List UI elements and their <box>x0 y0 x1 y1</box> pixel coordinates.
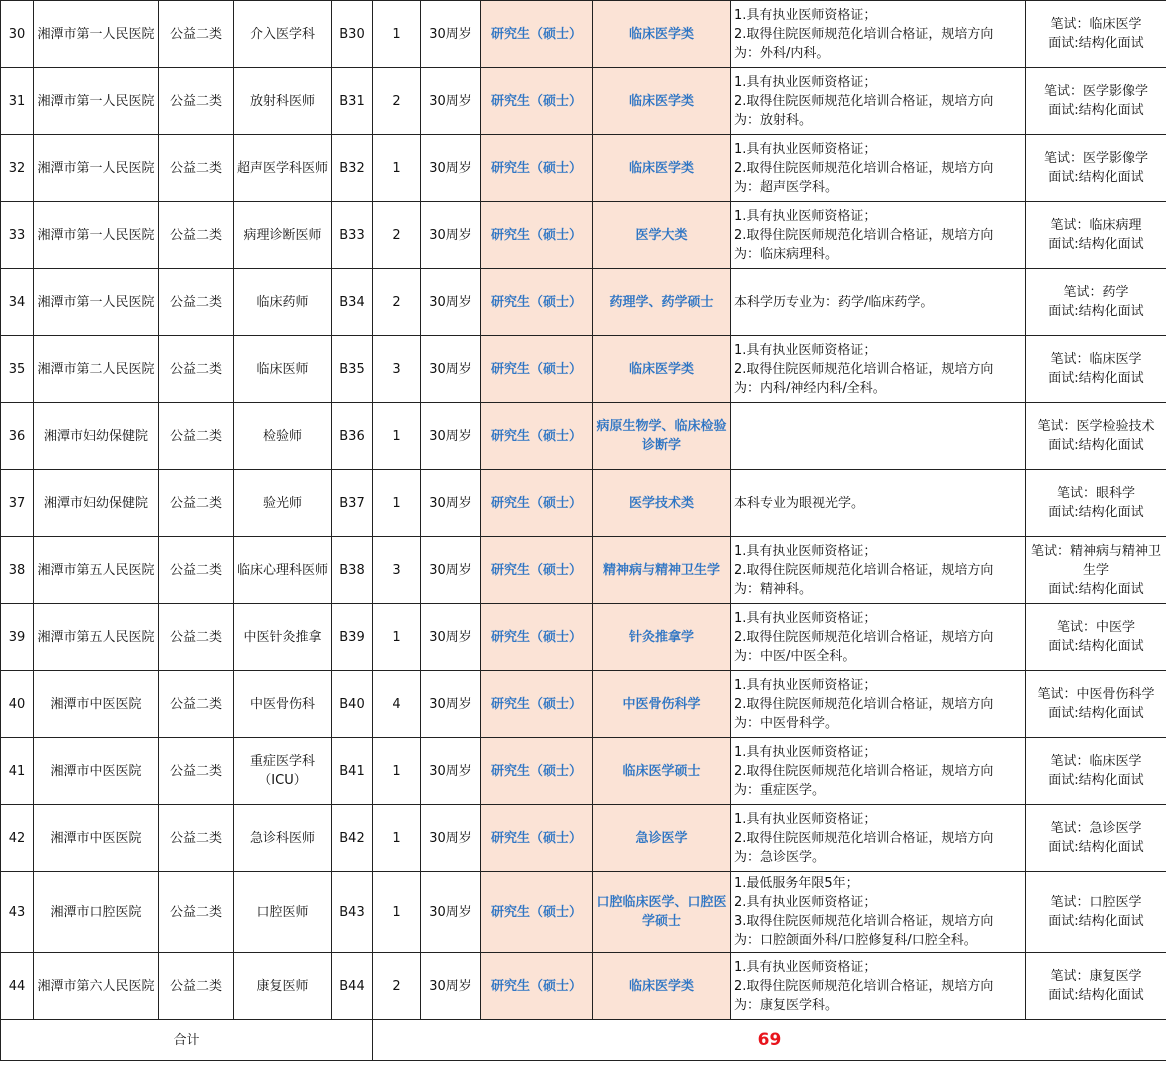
education: 研究生（硕士） <box>481 953 593 1020</box>
age-limit: 30周岁 <box>421 202 481 269</box>
exam-line: 笔试：临床医学 <box>1050 352 1142 367</box>
education: 研究生（硕士） <box>481 68 593 135</box>
post-code: B38 <box>332 537 373 604</box>
row-number: 30 <box>1 1 34 68</box>
post-code: B32 <box>332 135 373 202</box>
hire-count: 1 <box>373 470 421 537</box>
requirements <box>731 470 1026 537</box>
exam-method <box>1026 336 1166 403</box>
age-limit: 30周岁 <box>421 953 481 1020</box>
exam-line: 面试:结构化面试 <box>1048 773 1144 788</box>
major: 急诊医学 <box>593 805 731 872</box>
post-name: 介入医学科 <box>234 1 332 68</box>
post-code: B36 <box>332 403 373 470</box>
exam-line: 面试:结构化面试 <box>1048 371 1144 386</box>
post-name: 检验师 <box>234 403 332 470</box>
major: 临床医学硕士 <box>593 738 731 805</box>
requirements <box>731 537 1026 604</box>
age-limit: 30周岁 <box>421 269 481 336</box>
post-code: B33 <box>332 202 373 269</box>
hire-count: 2 <box>373 953 421 1020</box>
post-name: 急诊科医师 <box>234 805 332 872</box>
requirements <box>731 738 1026 805</box>
row-number: 44 <box>1 953 34 1020</box>
major: 药理学、药学硕士 <box>593 269 731 336</box>
age-limit: 30周岁 <box>421 336 481 403</box>
hire-count: 2 <box>373 269 421 336</box>
exam-line: 面试:结构化面试 <box>1048 304 1144 319</box>
requirement-line: 1.具有执业医师资格证； <box>734 141 877 157</box>
table-row <box>1 604 1166 671</box>
major: 医学技术类 <box>593 470 731 537</box>
row-number: 37 <box>1 470 34 537</box>
unit-type: 公益二类 <box>159 336 234 403</box>
exam-method <box>1026 671 1166 738</box>
table-row <box>1 336 1166 403</box>
unit-type: 公益二类 <box>159 537 234 604</box>
requirement-line: 为：精神科。 <box>734 581 813 597</box>
exam-method <box>1026 953 1166 1020</box>
education: 研究生（硕士） <box>481 671 593 738</box>
requirement-line: 2.取得住院医师规范化培训合格证，规培方向 <box>734 830 994 846</box>
requirements <box>731 68 1026 135</box>
exam-line: 笔试：中医学 <box>1056 620 1135 635</box>
exam-line: 笔试：临床医学 <box>1050 17 1142 32</box>
unit-name: 湘潭市中医医院 <box>34 805 159 872</box>
unit-type: 公益二类 <box>159 470 234 537</box>
post-code: B37 <box>332 470 373 537</box>
unit-type: 公益二类 <box>159 202 234 269</box>
requirement-line: 2.取得住院医师规范化培训合格证，规培方向 <box>734 160 994 176</box>
table-row <box>1 671 1166 738</box>
unit-name: 湘潭市第一人民医院 <box>34 135 159 202</box>
requirement-line: 2.取得住院医师规范化培训合格证，规培方向 <box>734 629 994 645</box>
exam-method <box>1026 135 1166 202</box>
education: 研究生（硕士） <box>481 202 593 269</box>
exam-method <box>1026 872 1166 953</box>
requirement-line: 为：中医/中医全科。 <box>734 648 856 664</box>
education: 研究生（硕士） <box>481 738 593 805</box>
post-code: B30 <box>332 1 373 68</box>
exam-line: 笔试：临床医学 <box>1050 754 1142 769</box>
education: 研究生（硕士） <box>481 470 593 537</box>
unit-name: 湘潭市中医医院 <box>34 671 159 738</box>
education: 研究生（硕士） <box>481 805 593 872</box>
unit-type: 公益二类 <box>159 953 234 1020</box>
table-row <box>1 738 1166 805</box>
education: 研究生（硕士） <box>481 1 593 68</box>
exam-line: 笔试：医学检验技术 <box>1037 419 1155 434</box>
table-row <box>1 470 1166 537</box>
unit-name: 湘潭市妇幼保健院 <box>34 470 159 537</box>
exam-line: 笔试：眼科学 <box>1056 486 1135 501</box>
major: 精神病与精神卫生学 <box>593 537 731 604</box>
requirement-line: 1.具有执业医师资格证； <box>734 74 877 90</box>
row-number: 33 <box>1 202 34 269</box>
row-number: 42 <box>1 805 34 872</box>
exam-line: 笔试：医学影像学 <box>1043 84 1148 99</box>
requirement-line: 2.取得住院医师规范化培训合格证，规培方向 <box>734 227 994 243</box>
requirement-line: 2.取得住院医师规范化培训合格证，规培方向 <box>734 978 994 994</box>
post-code: B34 <box>332 269 373 336</box>
post-code: B39 <box>332 604 373 671</box>
exam-line: 笔试：药学 <box>1063 285 1129 300</box>
requirement-line: 为：康复医学科。 <box>734 997 839 1013</box>
unit-type: 公益二类 <box>159 68 234 135</box>
unit-type: 公益二类 <box>159 671 234 738</box>
exam-line: 面试:结构化面试 <box>1048 988 1144 1003</box>
requirements <box>731 269 1026 336</box>
post-code: B42 <box>332 805 373 872</box>
requirement-line: 2.取得住院医师规范化培训合格证，规培方向 <box>734 26 994 42</box>
requirements <box>731 953 1026 1020</box>
post-name: 临床医师 <box>234 336 332 403</box>
post-name: 临床药师 <box>234 269 332 336</box>
exam-line: 笔试：临床病理 <box>1050 218 1142 233</box>
requirement-line: 本科学历专业为：药学/临床药学。 <box>734 294 934 310</box>
exam-method <box>1026 202 1166 269</box>
requirement-line: 2.具有执业医师资格证； <box>734 895 877 910</box>
education: 研究生（硕士） <box>481 336 593 403</box>
post-name: 病理诊断医师 <box>234 202 332 269</box>
unit-type: 公益二类 <box>159 269 234 336</box>
unit-type: 公益二类 <box>159 1 234 68</box>
major: 临床医学类 <box>593 336 731 403</box>
requirement-line: 3.取得住院医师规范化培训合格证，规培方向 <box>734 914 994 929</box>
exam-method <box>1026 604 1166 671</box>
hire-count: 3 <box>373 336 421 403</box>
post-name: 重症医学科（ICU） <box>234 738 332 805</box>
hire-count: 1 <box>373 135 421 202</box>
hire-count: 1 <box>373 604 421 671</box>
requirement-line: 1.具有执业医师资格证； <box>734 208 877 224</box>
age-limit: 30周岁 <box>421 135 481 202</box>
requirement-line: 1.具有执业医师资格证； <box>734 342 877 358</box>
total-label: 合计 <box>1 1020 373 1061</box>
hire-count: 1 <box>373 805 421 872</box>
post-name: 临床心理科医师 <box>234 537 332 604</box>
table-row <box>1 403 1166 470</box>
post-name: 中医针灸推拿 <box>234 604 332 671</box>
education: 研究生（硕士） <box>481 403 593 470</box>
requirement-line: 2.取得住院医师规范化培训合格证，规培方向 <box>734 763 994 779</box>
table-row <box>1 202 1166 269</box>
hire-count: 1 <box>373 1 421 68</box>
requirements <box>731 872 1026 953</box>
exam-line: 笔试：急诊医学 <box>1050 821 1142 836</box>
age-limit: 30周岁 <box>421 470 481 537</box>
exam-line: 面试:结构化面试 <box>1048 505 1144 520</box>
age-limit: 30周岁 <box>421 68 481 135</box>
age-limit: 30周岁 <box>421 738 481 805</box>
hire-count: 2 <box>373 68 421 135</box>
row-number: 32 <box>1 135 34 202</box>
exam-line: 笔试：康复医学 <box>1050 969 1142 984</box>
exam-method <box>1026 68 1166 135</box>
unit-type: 公益二类 <box>159 604 234 671</box>
row-number: 40 <box>1 671 34 738</box>
education: 研究生（硕士） <box>481 269 593 336</box>
requirements <box>731 403 1026 470</box>
education: 研究生（硕士） <box>481 135 593 202</box>
requirement-line: 为：临床病理科。 <box>734 246 839 262</box>
unit-type: 公益二类 <box>159 403 234 470</box>
requirement-line: 1.具有执业医师资格证； <box>734 610 877 626</box>
exam-line: 笔试：精神病与精神卫生学 <box>1030 543 1161 578</box>
hire-count: 1 <box>373 403 421 470</box>
exam-method <box>1026 470 1166 537</box>
exam-method <box>1026 537 1166 604</box>
row-number: 38 <box>1 537 34 604</box>
exam-method <box>1026 403 1166 470</box>
requirement-line: 1.具有执业医师资格证； <box>734 744 877 760</box>
unit-name: 湘潭市第一人民医院 <box>34 1 159 68</box>
requirements <box>731 671 1026 738</box>
education: 研究生（硕士） <box>481 872 593 953</box>
post-name: 康复医师 <box>234 953 332 1020</box>
requirement-line: 为：放射科。 <box>734 112 813 128</box>
exam-method <box>1026 1 1166 68</box>
table-row <box>1 805 1166 872</box>
exam-line: 面试:结构化面试 <box>1048 639 1144 654</box>
hire-count: 1 <box>373 738 421 805</box>
row-number: 34 <box>1 269 34 336</box>
requirement-line: 本科专业为眼视光学。 <box>734 495 865 511</box>
age-limit: 30周岁 <box>421 805 481 872</box>
table-row <box>1 1 1166 68</box>
table-row <box>1 953 1166 1020</box>
table-row <box>1 68 1166 135</box>
row-number: 39 <box>1 604 34 671</box>
post-name: 超声医学科医师 <box>234 135 332 202</box>
unit-name: 湘潭市第一人民医院 <box>34 269 159 336</box>
post-code: B44 <box>332 953 373 1020</box>
exam-line: 面试:结构化面试 <box>1048 706 1144 721</box>
post-code: B31 <box>332 68 373 135</box>
exam-line: 笔试：口腔医学 <box>1050 895 1142 910</box>
exam-line: 面试:结构化面试 <box>1048 581 1144 597</box>
requirement-line: 1.具有执业医师资格证； <box>734 543 877 559</box>
major: 中医骨伤科学 <box>593 671 731 738</box>
post-code: B41 <box>332 738 373 805</box>
row-number: 41 <box>1 738 34 805</box>
unit-name: 湘潭市第一人民医院 <box>34 202 159 269</box>
unit-name: 湘潭市口腔医院 <box>34 872 159 953</box>
exam-line: 面试:结构化面试 <box>1048 170 1144 185</box>
requirements <box>731 1 1026 68</box>
exam-line: 笔试：中医骨伤科学 <box>1037 687 1155 702</box>
requirement-line: 为：超声医学科。 <box>734 179 839 195</box>
hire-count: 4 <box>373 671 421 738</box>
row-number: 31 <box>1 68 34 135</box>
exam-method <box>1026 738 1166 805</box>
post-name: 口腔医师 <box>234 872 332 953</box>
requirement-line: 为：外科/内科。 <box>734 45 830 61</box>
requirement-line: 为：内科/神经内科/全科。 <box>734 380 886 396</box>
requirement-line: 2.取得住院医师规范化培训合格证，规培方向 <box>734 696 994 712</box>
post-name: 放射科医师 <box>234 68 332 135</box>
requirements <box>731 202 1026 269</box>
major: 临床医学类 <box>593 1 731 68</box>
exam-line: 面试:结构化面试 <box>1048 237 1144 252</box>
requirements <box>731 805 1026 872</box>
requirement-line: 1.具有执业医师资格证； <box>734 677 877 693</box>
requirement-line: 为：急诊医学。 <box>734 849 826 865</box>
hire-count: 2 <box>373 202 421 269</box>
exam-line: 面试:结构化面试 <box>1048 914 1144 929</box>
requirement-line: 1.最低服务年限5年； <box>734 876 859 891</box>
hire-count: 3 <box>373 537 421 604</box>
table-row <box>1 269 1166 336</box>
unit-name: 湘潭市第五人民医院 <box>34 537 159 604</box>
total-value: 69 <box>373 1020 1166 1061</box>
exam-method <box>1026 805 1166 872</box>
major: 口腔临床医学、口腔医学硕士 <box>593 872 731 953</box>
requirement-line: 2.取得住院医师规范化培训合格证，规培方向 <box>734 562 994 578</box>
post-code: B35 <box>332 336 373 403</box>
age-limit: 30周岁 <box>421 403 481 470</box>
age-limit: 30周岁 <box>421 671 481 738</box>
unit-name: 湘潭市第二人民医院 <box>34 336 159 403</box>
requirement-line: 2.取得住院医师规范化培训合格证，规培方向 <box>734 361 994 377</box>
unit-name: 湘潭市妇幼保健院 <box>34 403 159 470</box>
requirement-line: 为：中医骨科学。 <box>734 715 839 731</box>
unit-type: 公益二类 <box>159 872 234 953</box>
exam-line: 面试:结构化面试 <box>1048 103 1144 118</box>
requirements <box>731 336 1026 403</box>
requirement-line: 1.具有执业医师资格证； <box>734 811 877 827</box>
education: 研究生（硕士） <box>481 604 593 671</box>
unit-type: 公益二类 <box>159 738 234 805</box>
table-row <box>1 872 1166 953</box>
major: 临床医学类 <box>593 135 731 202</box>
major: 临床医学类 <box>593 953 731 1020</box>
unit-type: 公益二类 <box>159 805 234 872</box>
age-limit: 30周岁 <box>421 872 481 953</box>
unit-name: 湘潭市第一人民医院 <box>34 68 159 135</box>
major: 临床医学类 <box>593 68 731 135</box>
education: 研究生（硕士） <box>481 537 593 604</box>
table-row <box>1 135 1166 202</box>
age-limit: 30周岁 <box>421 1 481 68</box>
unit-name: 湘潭市中医医院 <box>34 738 159 805</box>
unit-name: 湘潭市第六人民医院 <box>34 953 159 1020</box>
row-number: 35 <box>1 336 34 403</box>
total-row <box>1 1020 1166 1061</box>
requirement-line: 1.具有执业医师资格证； <box>734 7 877 23</box>
row-number: 43 <box>1 872 34 953</box>
exam-line: 面试:结构化面试 <box>1048 840 1144 855</box>
exam-method <box>1026 269 1166 336</box>
major: 针灸推拿学 <box>593 604 731 671</box>
table-body <box>1 1 1166 1061</box>
requirements <box>731 135 1026 202</box>
exam-line: 面试:结构化面试 <box>1048 36 1144 51</box>
post-name: 中医骨伤科 <box>234 671 332 738</box>
requirements <box>731 604 1026 671</box>
post-code: B43 <box>332 872 373 953</box>
unit-type: 公益二类 <box>159 135 234 202</box>
age-limit: 30周岁 <box>421 604 481 671</box>
unit-name: 湘潭市第五人民医院 <box>34 604 159 671</box>
exam-line: 笔试：医学影像学 <box>1043 151 1148 166</box>
major: 病原生物学、临床检验诊断学 <box>593 403 731 470</box>
requirement-line: 1.具有执业医师资格证； <box>734 959 877 975</box>
post-code: B40 <box>332 671 373 738</box>
major: 医学大类 <box>593 202 731 269</box>
row-number: 36 <box>1 403 34 470</box>
table-row <box>1 537 1166 604</box>
age-limit: 30周岁 <box>421 537 481 604</box>
requirement-line: 为：重症医学。 <box>734 782 826 798</box>
requirement-line: 2.取得住院医师规范化培训合格证，规培方向 <box>734 93 994 109</box>
hire-count: 1 <box>373 872 421 953</box>
exam-line: 面试:结构化面试 <box>1048 438 1144 453</box>
post-name: 验光师 <box>234 470 332 537</box>
requirement-line: 为：口腔颌面外科/口腔修复科/口腔全科。 <box>734 933 977 948</box>
